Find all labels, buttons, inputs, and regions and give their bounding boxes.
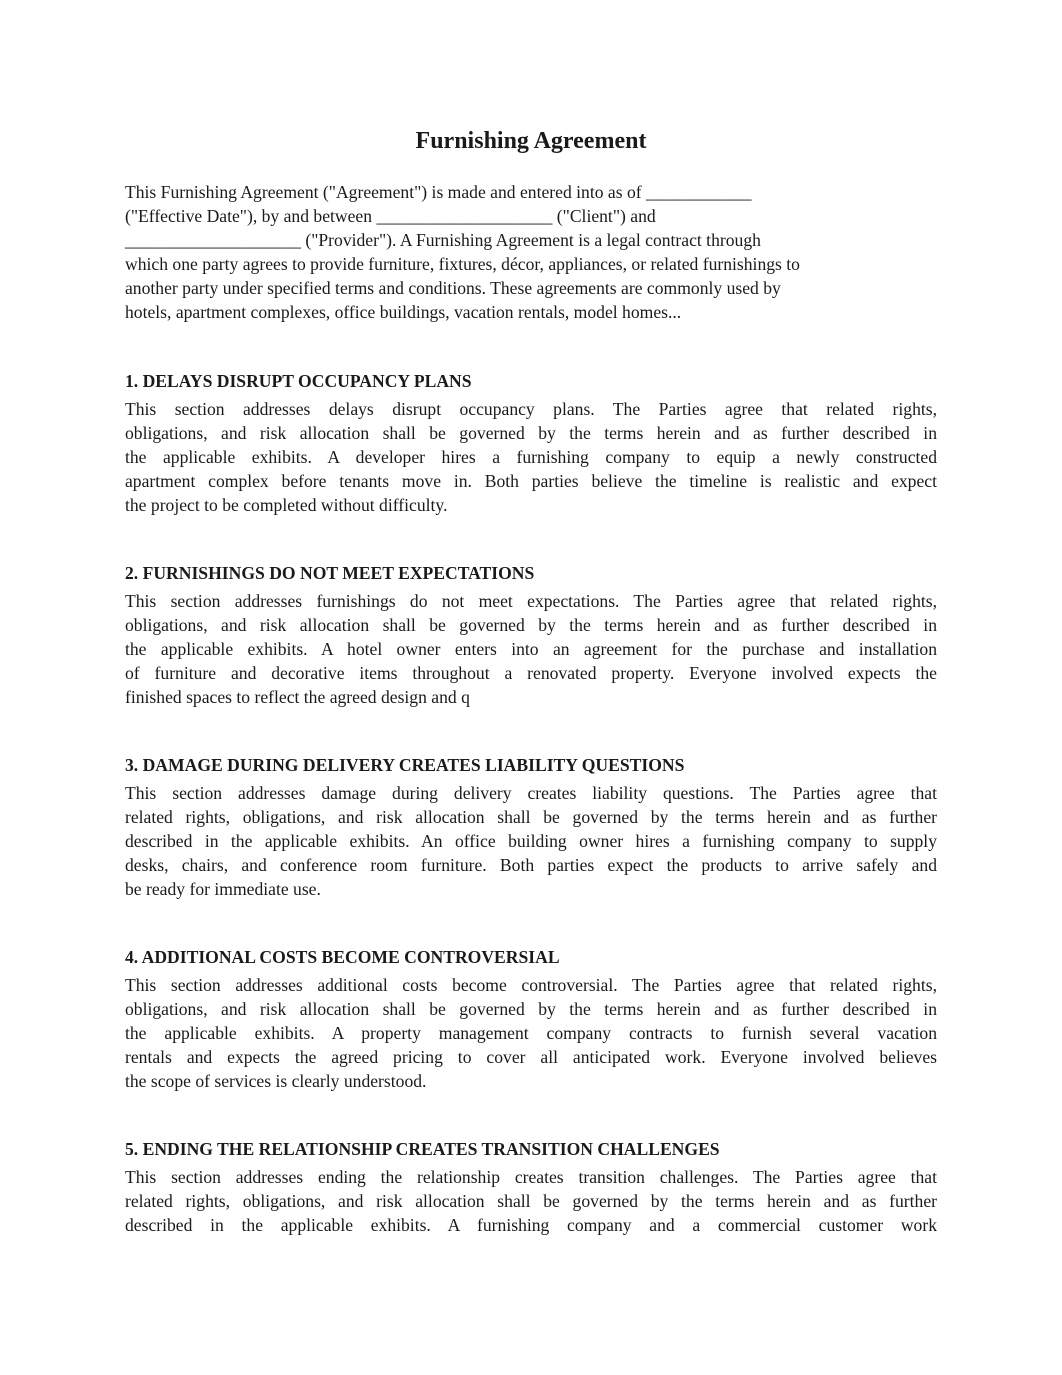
section-heading: 4. ADDITIONAL COSTS BECOME CONTROVERSIAL [125, 947, 560, 967]
section-line: the applicable exhibits. A developer hires a furnishing company to equip a newly constructed [125, 447, 937, 467]
section-line: apartment complex before tenants move in. Both parties believe the timeline is realistic and expect [125, 471, 937, 491]
section-line: desks, chairs, and conference room furniture. Both parties expect the products to arrive safely and [125, 855, 937, 875]
section-line: finished spaces to reflect the agreed design and q [125, 687, 470, 707]
section-line: related rights, obligations, and risk allocation shall be governed by the terms herein and as further [125, 1191, 937, 1211]
intro-line: another party under specified terms and conditions. These agreements are commonly used by [125, 278, 781, 298]
section-heading: 3. DAMAGE DURING DELIVERY CREATES LIABILITY QUESTIONS [125, 755, 685, 775]
section-line: be ready for immediate use. [125, 879, 321, 899]
section-line: rentals and expects the agreed pricing to cover all anticipated work. Everyone involved believes [125, 1047, 937, 1067]
intro-line: ("Effective Date"), by and between ____________________ ("Client") and [125, 206, 656, 226]
section-heading: 1. DELAYS DISRUPT OCCUPANCY PLANS [125, 371, 472, 391]
section-line: This section addresses damage during delivery creates liability questions. The Parties agree that [125, 783, 937, 803]
intro-line: This Furnishing Agreement ("Agreement") is made and entered into as of ____________ [125, 182, 752, 202]
document-title: Furnishing Agreement [415, 128, 647, 154]
section-line: the applicable exhibits. A property management company contracts to furnish several vacation [125, 1023, 937, 1043]
section-line: related rights, obligations, and risk allocation shall be governed by the terms herein and as further [125, 807, 937, 827]
section-line: obligations, and risk allocation shall be governed by the terms herein and as further described in [125, 999, 937, 1019]
section-heading: 5. ENDING THE RELATIONSHIP CREATES TRANSITION CHALLENGES [125, 1139, 720, 1159]
section-line: the scope of services is clearly understood. [125, 1071, 427, 1091]
section-line: the applicable exhibits. A hotel owner enters into an agreement for the purchase and installation [125, 639, 937, 659]
section-line: obligations, and risk allocation shall be governed by the terms herein and as further described in [125, 423, 937, 443]
section-line: of furniture and decorative items throughout a renovated property. Everyone involved expects the [125, 663, 937, 683]
section-line: This section addresses delays disrupt occupancy plans. The Parties agree that related rights, [125, 399, 937, 419]
section-line: This section addresses ending the relationship creates transition challenges. The Parties agree that [125, 1167, 937, 1187]
intro-line: which one party agrees to provide furniture, fixtures, décor, appliances, or related furnishings to [125, 254, 800, 274]
section-heading: 2. FURNISHINGS DO NOT MEET EXPECTATIONS [125, 563, 535, 583]
section-line: This section addresses additional costs become controversial. The Parties agree that related rights, [125, 975, 937, 995]
section-line: the project to be completed without difficulty. [125, 495, 448, 515]
section-line: described in the applicable exhibits. A furnishing company and a commercial customer work [125, 1215, 937, 1235]
intro-line: ____________________ ("Provider"). A Furnishing Agreement is a legal contract through [125, 230, 761, 250]
section-line: This section addresses furnishings do not meet expectations. The Parties agree that related rights, [125, 591, 937, 611]
intro-line: hotels, apartment complexes, office buildings, vacation rentals, model homes... [125, 302, 682, 322]
section-line: obligations, and risk allocation shall be governed by the terms herein and as further described in [125, 615, 937, 635]
section-line: described in the applicable exhibits. An office building owner hires a furnishing company to supply [125, 831, 937, 851]
